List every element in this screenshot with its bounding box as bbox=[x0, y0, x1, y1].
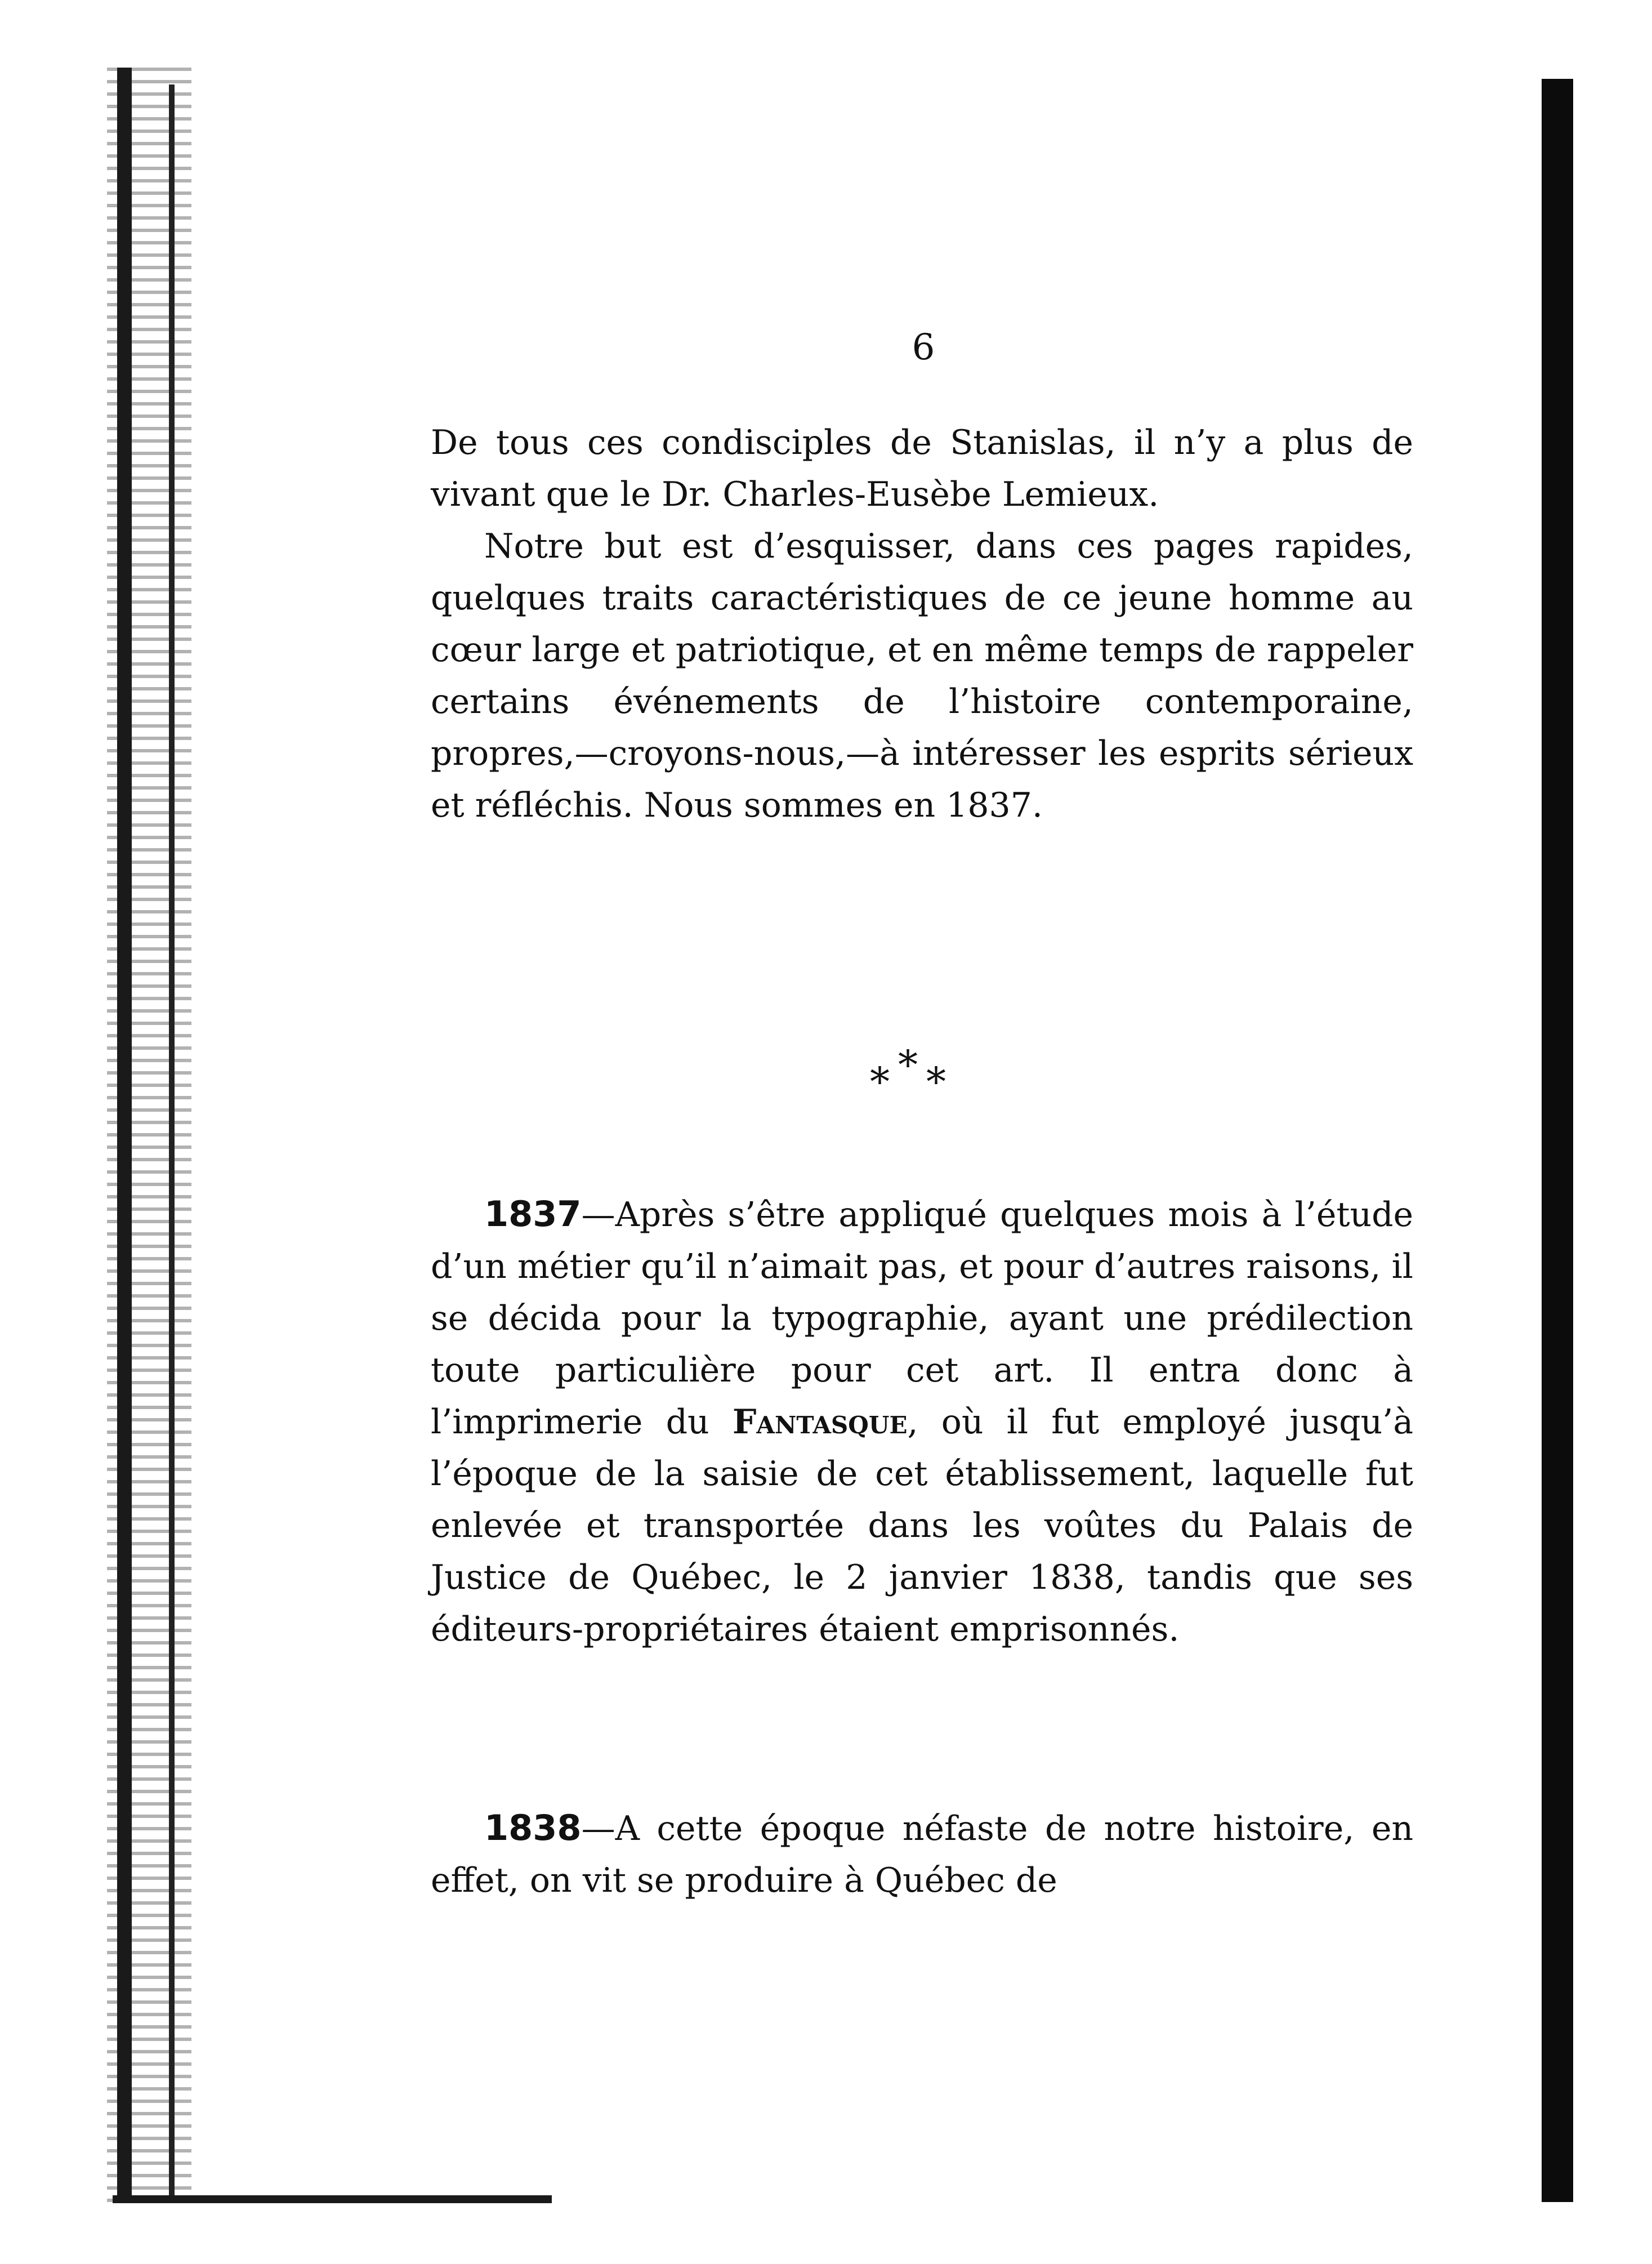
section-1838 bbox=[431, 1802, 1413, 1906]
asterisk-left: * bbox=[870, 1059, 890, 1105]
binding-edge-right bbox=[1542, 79, 1573, 2202]
asterisk-top: * bbox=[898, 1042, 918, 1088]
paragraph-1837-text-a: —Après s’être appliqué quelques mois à l’étude d’un métier qu’il n’aimait pas, et pour d’autres raisons, il se décida pour la typographie, ayant une prédilection toute particulière pour cet art. Il entra donc à l’imprimerie du bbox=[431, 1195, 1413, 1442]
paragraph-1838 bbox=[431, 1802, 1413, 1906]
asterisk-right: * bbox=[926, 1059, 946, 1105]
year-heading-1837: 1837 bbox=[484, 1193, 582, 1234]
binding-edge-left bbox=[117, 68, 132, 2202]
binding-edge-bottom bbox=[113, 2195, 552, 2203]
paragraph-1838-text: —A cette époque néfaste de notre histoire, en effet, on vit se produire à Québec de bbox=[431, 1809, 1413, 1900]
paragraph-1837 bbox=[431, 1188, 1413, 1655]
section-1837 bbox=[431, 1188, 1413, 1655]
asterism-divider bbox=[864, 1042, 977, 1115]
section-intro bbox=[431, 417, 1413, 831]
page-number: 6 bbox=[912, 327, 935, 368]
newspaper-name: Fantasque bbox=[732, 1402, 908, 1442]
binding-rule-left bbox=[169, 84, 175, 2202]
paragraph-notre-but: Notre but est d’esquisser, dans ces pages rapides, quelques traits caractéristiques de ce jeune homme au cœur large et patriotique, et en même temps de rappeler certains événements de l’histoire contemporaine, propres,—croyons-nous,—à intéresser les esprits sérieux et réfléchis. Nous sommes en 1837. bbox=[431, 527, 1413, 825]
paragraph-condisciples: De tous ces condisciples de Stanislas, il n’y a plus de vivant que le Dr. Charles-Eusèbe Lemieux. bbox=[431, 423, 1413, 514]
paragraph-1837-text-b: , où il fut employé jusqu’à l’époque de la saisie de cet établissement, laquelle fut enlevée et transportée dans les voûtes du Palais de Justice de Québec, le 2 janvier 1838, tandis que ses éditeurs-propriétaires étaient emprisonnés. bbox=[431, 1402, 1414, 1649]
year-heading-1838: 1838 bbox=[484, 1807, 582, 1848]
